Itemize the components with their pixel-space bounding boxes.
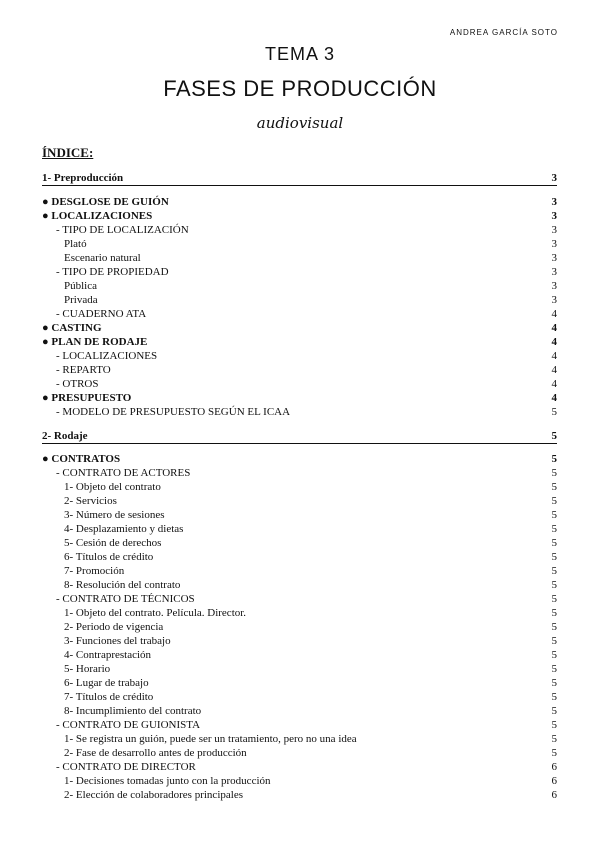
toc-entry-label: ● DESGLOSE DE GUIÓN	[42, 196, 169, 208]
author-name: ANDREA GARCÍA SOTO	[449, 28, 558, 37]
toc-entry-page: 6	[551, 761, 557, 773]
toc-entry-page: 5	[551, 537, 557, 549]
toc-entry-page: 5	[551, 607, 557, 619]
toc-entry-page: 3	[551, 238, 557, 250]
toc-entry-label: Privada	[64, 294, 98, 306]
toc-entry	[42, 279, 557, 293]
toc-entry-page: 5	[551, 663, 557, 675]
toc-entry-label: 1- Objeto del contrato. Película. Director.	[64, 607, 247, 619]
toc-entry	[42, 265, 557, 279]
toc-entry	[42, 606, 557, 620]
toc-entry	[42, 209, 557, 223]
toc-entry-label: 2- Elección de colaboradores principales	[64, 789, 243, 801]
toc-entry-page: 5	[551, 691, 557, 703]
toc-entry-label: - CONTRATO DE GUIONISTA	[56, 719, 201, 731]
toc-entry-page: 5	[551, 406, 557, 418]
toc-entry-label: - TIPO DE PROPIEDAD	[56, 266, 169, 278]
toc-entry-label: 2- Rodaje	[42, 430, 88, 442]
toc-entry-page: 5	[551, 621, 557, 633]
toc-entry-label: 5- Horario	[64, 663, 111, 675]
toc-entry-label: Escenario natural	[64, 252, 141, 264]
toc-entry	[42, 480, 557, 494]
toc-entry	[42, 620, 557, 634]
toc-entry	[42, 335, 557, 349]
toc-entry-page: 5	[551, 565, 557, 577]
toc-entry	[42, 349, 557, 363]
toc-entry	[42, 704, 557, 718]
toc-entry-page: 5	[551, 481, 557, 493]
toc-entry	[42, 592, 557, 606]
page-subtitle: audiovisual	[256, 114, 344, 132]
toc-entry	[42, 662, 557, 676]
toc-entry-label: 3- Funciones del trabajo	[64, 635, 171, 647]
toc-entry-page: 3	[551, 224, 557, 236]
toc-entry-label: 3- Número de sesiones	[64, 509, 165, 521]
toc-entry	[42, 564, 557, 578]
toc-entry-label: - CONTRATO DE DIRECTOR	[56, 761, 196, 773]
toc-entry-page: 5	[551, 453, 557, 465]
toc-entry-page: 5	[551, 593, 557, 605]
toc-entry	[42, 223, 557, 237]
toc-entry-label: 8- Incumplimiento del contrato	[64, 705, 202, 717]
toc-entry-label: 1- Se registra un guión, puede ser un tratamiento, pero no una idea	[64, 733, 357, 745]
toc-entry-page: 3	[551, 210, 557, 222]
toc-entry-label: 2- Servicios	[64, 495, 117, 507]
toc-entry	[42, 522, 557, 536]
toc-entry-label: 8- Resolución del contrato	[64, 579, 181, 591]
toc-entry-page: 4	[551, 336, 557, 348]
toc-entry-page: 5	[551, 551, 557, 563]
toc-entry-page: 5	[551, 733, 557, 745]
toc-entry-label: - CONTRATO DE TÉCNICOS	[56, 593, 195, 605]
toc-entry-label: - TIPO DE LOCALIZACIÓN	[56, 224, 189, 236]
toc-entry-label: 6- Lugar de trabajo	[64, 677, 149, 689]
toc-entry-label: 1- Objeto del contrato	[64, 481, 161, 493]
toc-entry	[42, 732, 557, 746]
toc-entry-page: 5	[551, 747, 557, 759]
toc-entry-label: 4- Contraprestación	[64, 649, 152, 661]
toc-entry-page: 5	[551, 719, 557, 731]
toc-entry-label: - OTROS	[56, 378, 99, 390]
page-title: FASES DE PRODUCCIÓN	[163, 76, 437, 101]
toc-entry-label: 2- Fase de desarrollo antes de producción	[64, 747, 247, 759]
toc-entry-label: - REPARTO	[56, 364, 111, 376]
toc-entry-page: 5	[551, 467, 557, 479]
toc-section	[42, 429, 557, 444]
toc-entry	[42, 405, 557, 419]
toc-entry-page: 3	[551, 196, 557, 208]
toc-entry	[42, 293, 557, 307]
toc-entry-label: 7- Promoción	[64, 565, 125, 577]
toc-entry	[42, 363, 557, 377]
toc-entry-page: 5	[551, 430, 557, 442]
toc-entry-page: 5	[551, 509, 557, 521]
toc-entry	[42, 466, 557, 480]
toc-entry-page: 5	[551, 495, 557, 507]
toc-entry-label: - LOCALIZACIONES	[56, 350, 158, 362]
toc-entry-label: 2- Periodo de vigencia	[64, 621, 164, 633]
toc-entry-label: Plató	[64, 238, 87, 250]
toc-entry-label: Pública	[64, 280, 97, 292]
toc-entry	[42, 648, 557, 662]
toc-entry	[42, 746, 557, 760]
toc-entry-label: ● PRESUPUESTO	[42, 392, 132, 404]
toc-entry	[42, 321, 557, 335]
topic-number: TEMA 3	[264, 44, 336, 64]
toc-entry-page: 5	[551, 635, 557, 647]
toc-entry	[42, 550, 557, 564]
toc-entry-label: ● CONTRATOS	[42, 453, 121, 465]
toc-entry-page: 4	[551, 308, 557, 320]
toc-entry-label: 5- Cesión de derechos	[64, 537, 162, 549]
toc-entry-label: 7- Títulos de crédito	[64, 691, 154, 703]
toc-entry-page: 4	[551, 350, 557, 362]
toc-entry-label: - CUADERNO ATA	[56, 308, 147, 320]
toc-entry-page: 5	[551, 649, 557, 661]
toc-entry-label: ● PLAN DE RODAJE	[42, 336, 148, 348]
toc-entry	[42, 307, 557, 321]
toc-entry-page: 5	[551, 523, 557, 535]
toc-entry	[42, 774, 557, 788]
toc-entry-page: 5	[551, 705, 557, 717]
toc-entry-label: 6- Títulos de crédito	[64, 551, 154, 563]
toc-entry-page: 5	[551, 677, 557, 689]
toc-entry	[42, 452, 557, 466]
toc-entry	[42, 508, 557, 522]
toc-entry	[42, 760, 557, 774]
toc-entry	[42, 634, 557, 648]
toc-entry	[42, 788, 557, 802]
toc-entry-page: 3	[551, 266, 557, 278]
toc-entry-label: 4- Desplazamiento y dietas	[64, 523, 184, 535]
toc-entry	[42, 251, 557, 265]
toc-entry	[42, 391, 557, 405]
toc-entry	[42, 377, 557, 391]
toc-entry-page: 3	[551, 172, 557, 184]
toc-entry	[42, 536, 557, 550]
toc-entry-page: 6	[551, 775, 557, 787]
toc-entry	[42, 676, 557, 690]
toc-entry-page: 4	[551, 322, 557, 334]
toc-entry	[42, 718, 557, 732]
toc-entry-page: 3	[551, 294, 557, 306]
toc-entry-label: 1- Decisiones tomadas junto con la producción	[64, 775, 271, 787]
toc-entry-label: - CONTRATO DE ACTORES	[56, 467, 191, 479]
toc-entry	[42, 578, 557, 592]
index-heading: ÍNDICE:	[42, 145, 94, 160]
toc-entry-page: 5	[551, 579, 557, 591]
toc-entry-page: 3	[551, 280, 557, 292]
toc-entry	[42, 237, 557, 251]
toc-entry-label: ● CASTING	[42, 322, 102, 334]
toc-entry-page: 4	[551, 378, 557, 390]
toc-entry	[42, 195, 557, 209]
toc-entry-page: 4	[551, 392, 557, 404]
toc-entry-label: 1- Preproducción	[42, 172, 124, 184]
toc-entry-label: ● LOCALIZACIONES	[42, 210, 153, 222]
toc-entry-page: 6	[551, 789, 557, 801]
toc-entry-label: - MODELO DE PRESUPUESTO SEGÚN EL ICAA	[56, 406, 291, 418]
toc-entry-page: 4	[551, 364, 557, 376]
toc-entry	[42, 690, 557, 704]
toc-section	[42, 171, 557, 186]
toc-entry	[42, 494, 557, 508]
toc-entry-page: 3	[551, 252, 557, 264]
